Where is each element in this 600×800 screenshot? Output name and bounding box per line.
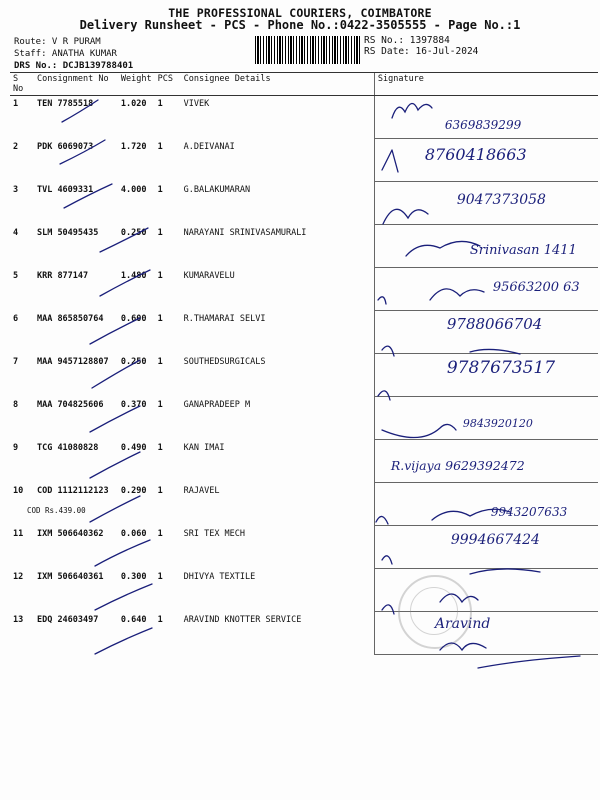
cell-sno: 9 [13,442,19,453]
signature-handwriting: 95663200 63 [492,280,580,295]
cell-pcs: 1 [157,571,163,582]
col-sno: S No [10,73,34,96]
table-row [10,354,598,397]
cell-consignee: GANAPRADEEP M [183,399,251,410]
cell-sno: 6 [13,313,19,324]
cell-sno: 10 [13,485,24,496]
table-row [10,440,598,483]
table-row [10,569,598,612]
cell-signature [374,311,598,354]
cod-amount: COD Rs.439.00 [26,505,86,515]
cell-sno: 2 [13,141,19,152]
cell-signature [374,268,598,311]
cell-consignment: KRR 877147 [36,270,89,281]
signature-handwriting: R.vijaya 9629392472 [390,458,525,473]
cell-pcs: 1 [157,227,163,238]
cell-signature [374,397,598,440]
company-title: THE PROFESSIONAL COURIERS, COIMBATORE [168,6,432,20]
signature-handwriting: 6369839299 [444,118,522,132]
table-row [10,311,598,354]
staff-label: Staff: ANATHA KUMAR [14,49,117,59]
cell-pcs: 1 [157,528,163,539]
cell-consignment: TEN 7785518 [36,99,94,109]
cell-consignment: MAA 865850764 [36,313,104,324]
cell-sno: 1 [13,99,19,109]
table-header-row [10,73,598,96]
rs-number: RS No.: 1397884 [364,35,450,46]
cell-consignee: RAJAVEL [183,485,220,496]
cell-consignment: TVL 4609331 [36,184,94,195]
cell-pcs: 1 [157,356,163,367]
rs-date: RS Date: 16-Jul-2024 [364,46,479,57]
cell-consignee: DHIVYA TEXTILE [183,571,256,582]
rs-info [364,35,478,57]
cell-signature [374,182,598,225]
cell-weight: 1.480 [120,270,147,281]
cell-weight: 0.250 [120,356,147,367]
signature-handwriting: 9994667424 [450,532,540,548]
cell-pcs: 1 [157,442,163,453]
route-info [14,36,133,72]
table-row [10,182,598,225]
signature-handwriting: 9788066704 [446,315,543,333]
cell-consignment: IXM 506640362 [36,528,104,539]
cell-weight: 0.250 [120,227,147,238]
cell-pcs: 1 [157,399,163,410]
cell-weight: 4.000 [120,184,147,195]
cell-consignment: EDQ 24603497 [36,614,99,625]
runsheet-table [10,72,598,655]
table-row [10,139,598,182]
cell-sno: 13 [13,614,24,625]
cell-consignment: TCG 41080828 [36,442,99,453]
cell-consignee: NARAYANI SRINIVASAMURALI [183,227,307,238]
signature-handwriting: 8760418663 [424,145,527,164]
cell-signature [374,440,598,483]
signature-handwriting: Aravind [434,616,491,632]
cell-pcs: 1 [157,614,163,625]
runsheet-subtitle: Delivery Runsheet - PCS - Phone No.:0422-3505555 - Page No.:1 [79,18,521,32]
cell-consignee: G.BALAKUMARAN [183,184,251,195]
cell-weight: 0.490 [120,442,147,453]
cell-signature [374,225,598,268]
cell-consignee: ARAVIND KNOTTER SERVICE [183,614,302,625]
table-row [10,96,598,139]
cell-pcs: 1 [157,141,163,152]
cell-consignee: SRI TEX MECH [183,528,246,539]
cell-consignee: R.THAMARAI SELVI [183,313,266,324]
cell-pcs: 1 [157,485,163,496]
cell-pcs: 1 [157,270,163,281]
cell-sno: 7 [13,356,19,367]
cell-pcs: 1 [157,313,163,324]
col-consignee: Consignee Details [181,73,375,96]
cell-pcs: 1 [157,184,163,195]
cell-consignee: SOUTHEDSURGICALS [183,356,266,367]
table-row [10,483,598,526]
cell-weight: 0.370 [120,399,147,410]
cell-weight: 0.290 [120,485,147,496]
cell-consignment: MAA 9457128807 [36,356,109,367]
cell-weight: 0.600 [120,313,147,324]
cell-sno: 8 [13,399,19,410]
col-pcs: PCS [155,73,181,96]
cell-consignee: VIVEK [183,99,210,109]
cell-consignment: IXM 506640361 [36,571,104,582]
signature-handwriting: Srinivasan 1411 [469,243,577,258]
table-row [10,526,598,569]
cell-consignment: PDK 6069073 [36,141,94,152]
consignment-number: COD 1112112123 [36,485,109,496]
signature-handwriting: 9047373058 [456,192,546,208]
cell-weight: 0.060 [120,528,147,539]
cell-signature [374,526,598,569]
col-consignment: Consignment No [34,73,118,96]
cell-consignee: KUMARAVELU [183,270,235,281]
signature-handwriting: 9843920120 [462,417,533,430]
cell-signature [374,483,598,526]
cell-signature [374,139,598,182]
cell-pcs: 1 [157,99,163,109]
cell-weight: 0.640 [120,614,147,625]
cell-consignee: KAN IMAI [183,442,225,453]
cell-weight: 1.020 [120,99,147,109]
table-row [10,397,598,440]
company-stamp [398,575,472,649]
cell-consignment: SLM 50495435 [36,227,99,238]
cell-consignment: MAA 704825606 [36,399,104,410]
cell-signature [374,96,598,139]
cell-consignee: A.DEIVANAI [183,141,235,152]
cell-sno: 4 [13,227,19,238]
cell-sno: 5 [13,270,19,281]
cell-sno: 3 [13,184,19,195]
col-weight: Weight [118,73,155,96]
cell-signature [374,354,598,397]
cell-sno: 12 [13,571,24,582]
signature-handwriting: 9943207633 [490,505,568,519]
cell-weight: 0.300 [120,571,147,582]
cell-weight: 1.720 [120,141,147,152]
drs-number: DRS No.: DCJB139788401 [14,61,134,71]
table-row [10,612,598,655]
barcode-image [255,36,360,64]
table-row [10,268,598,311]
signature-handwriting: 9787673517 [446,358,556,378]
col-signature: Signature [374,73,598,96]
table-row [10,225,598,268]
cell-sno: 11 [13,528,24,539]
route-label: Route: V R PURAM [14,37,101,47]
cell-consignment [26,483,118,526]
